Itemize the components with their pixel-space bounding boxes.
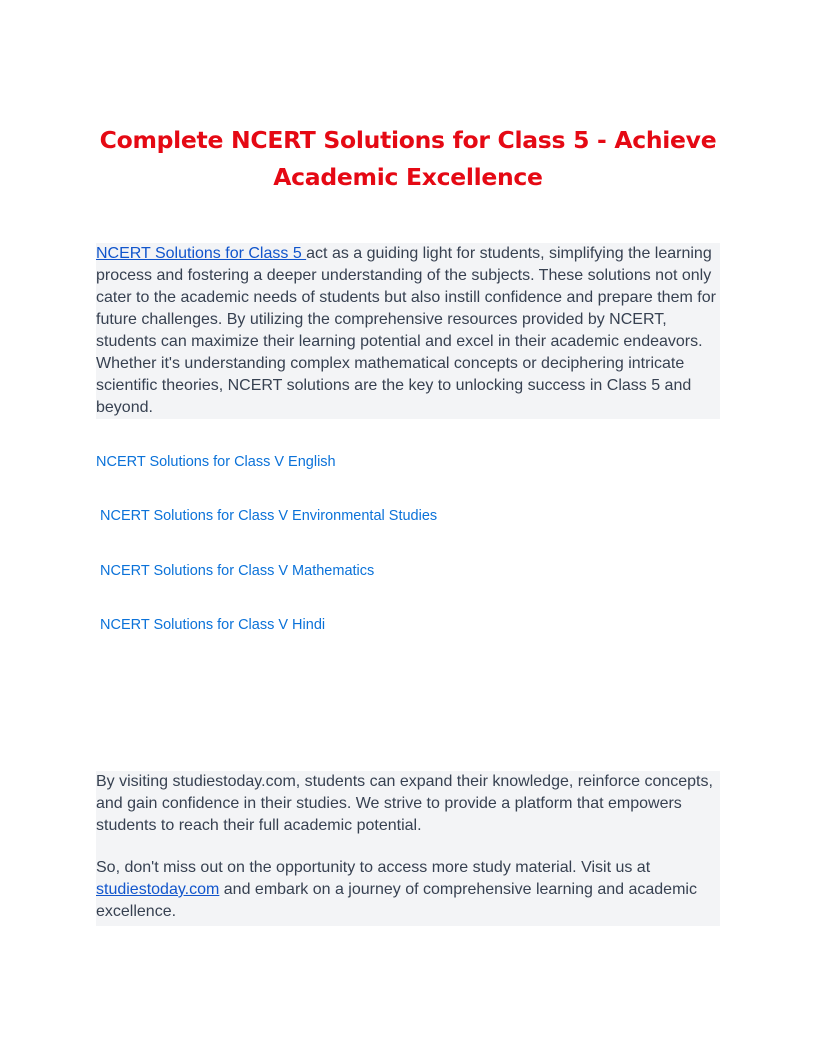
link-environmental-studies[interactable]: NCERT Solutions for Class V Environmental Studies [100, 508, 438, 524]
outro-text-after: and embark on a journey of comprehensive learning and academic excellence. [96, 881, 697, 920]
link-english[interactable]: NCERT Solutions for Class V English [96, 454, 336, 470]
studiestoday-link[interactable]: studiestoday.com [96, 881, 220, 898]
link-mathematics[interactable]: NCERT Solutions for Class V Mathematics [100, 563, 375, 579]
page-title: Complete NCERT Solutions for Class 5 - Achieve Academic Excellence [99, 126, 717, 191]
outro-paragraph-1: By visiting studiestoday.com, students can expand their knowledge, reinforce concepts, and gain confidence in their studies. We strive to provide a platform that empowers students to reach their full academic potential. [96, 773, 713, 834]
ncert-class5-link[interactable]: NCERT Solutions for Class 5 [96, 245, 307, 262]
outro-text-before: So, don't miss out on the opportunity to access more study material. Visit us at [96, 859, 651, 876]
intro-text: act as a guiding light for students, simplifying the learning process and fostering a deeper understanding of the subjects. These solutions not only cater to the academic needs of students but also instill confidence and prepare them for future challenges. By utilizing the comprehensive resources provided by NCERT, students can maximize their learning potential and excel in their academic endeavors. Whether it's understanding complex mathematical concepts or deciphering intricate scientific theories, NCERT solutions are the key to unlocking success in Class 5 and beyond. [96, 245, 716, 416]
link-hindi[interactable]: NCERT Solutions for Class V Hindi [100, 617, 326, 633]
intro-paragraph [96, 243, 720, 419]
outro-paragraph-2 [96, 857, 720, 923]
